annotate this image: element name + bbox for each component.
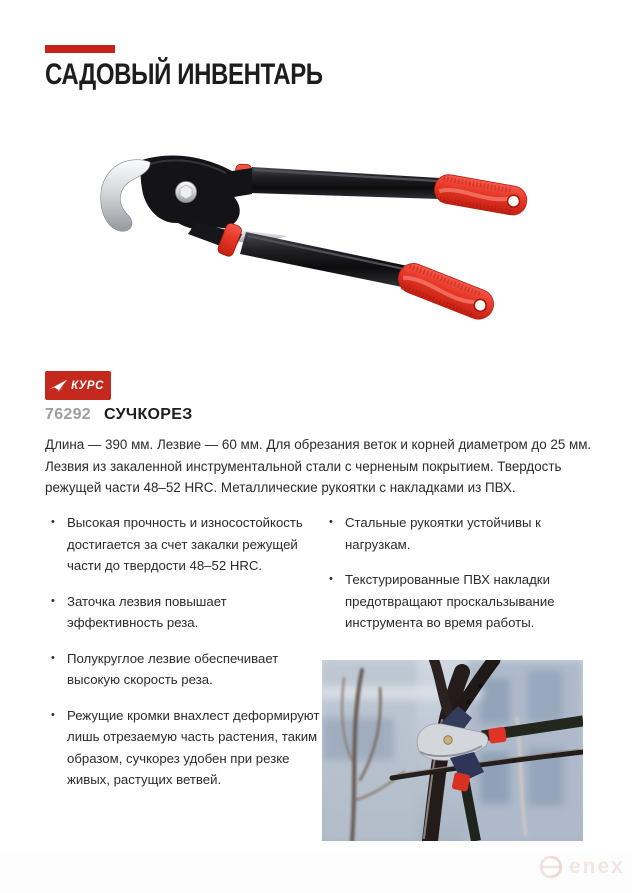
feature-item: • Полукруглое лезвие обеспечивает высокую скорость реза.: [45, 648, 321, 691]
sku-row: [45, 406, 193, 424]
product-description: Длина — 390 мм. Лезвие — 60 мм. Для обрезания веток и корней диаметром до 25 мм. Лезвия из закаленной инструментальной стали с черненым покрытием. Твердость режущей части 48–52 HRC. Металлические рукоятки с накладками из ПВХ.: [45, 437, 592, 495]
feature-item: • Текстурированные ПВХ накладки предотвращают проскальзывание инструмента во время работы.: [323, 569, 597, 634]
enex-watermark: [538, 851, 625, 883]
feature-item: • Высокая прочность и износостойкость достигается за счет закалки режущей части до твердости 48–52 HRC.: [45, 512, 321, 577]
pruning-photo-image: [322, 660, 583, 841]
feature-item: • Стальные рукоятки устойчивы к нагрузкам.: [323, 512, 597, 555]
watermark-text: enex: [569, 855, 625, 878]
accent-bar: [45, 45, 115, 53]
features-right: [323, 512, 597, 648]
page-title: САДОВЫЙ ИНВЕНТАРЬ: [45, 58, 323, 91]
enex-logo-icon: [538, 854, 564, 880]
product-name: СУЧКОРЕЗ: [104, 406, 193, 423]
paper-plane-icon: [48, 377, 68, 395]
feature-item: • Заточка лезвия повышает эффективность реза.: [45, 591, 321, 634]
usage-photo: [322, 660, 583, 841]
feature-item: • Режущие кромки внахлест деформируют лишь отрезаемую часть растения, таким образом, сучкорез удобен при резке живых, растущих ветвей.: [45, 705, 321, 791]
product-sku: 76292: [45, 406, 91, 423]
brand-logo: [45, 371, 111, 400]
features-left: [45, 512, 321, 805]
lopper-image: [90, 138, 530, 340]
brand-name: КУРС: [71, 379, 104, 392]
product-photo: [90, 138, 530, 340]
